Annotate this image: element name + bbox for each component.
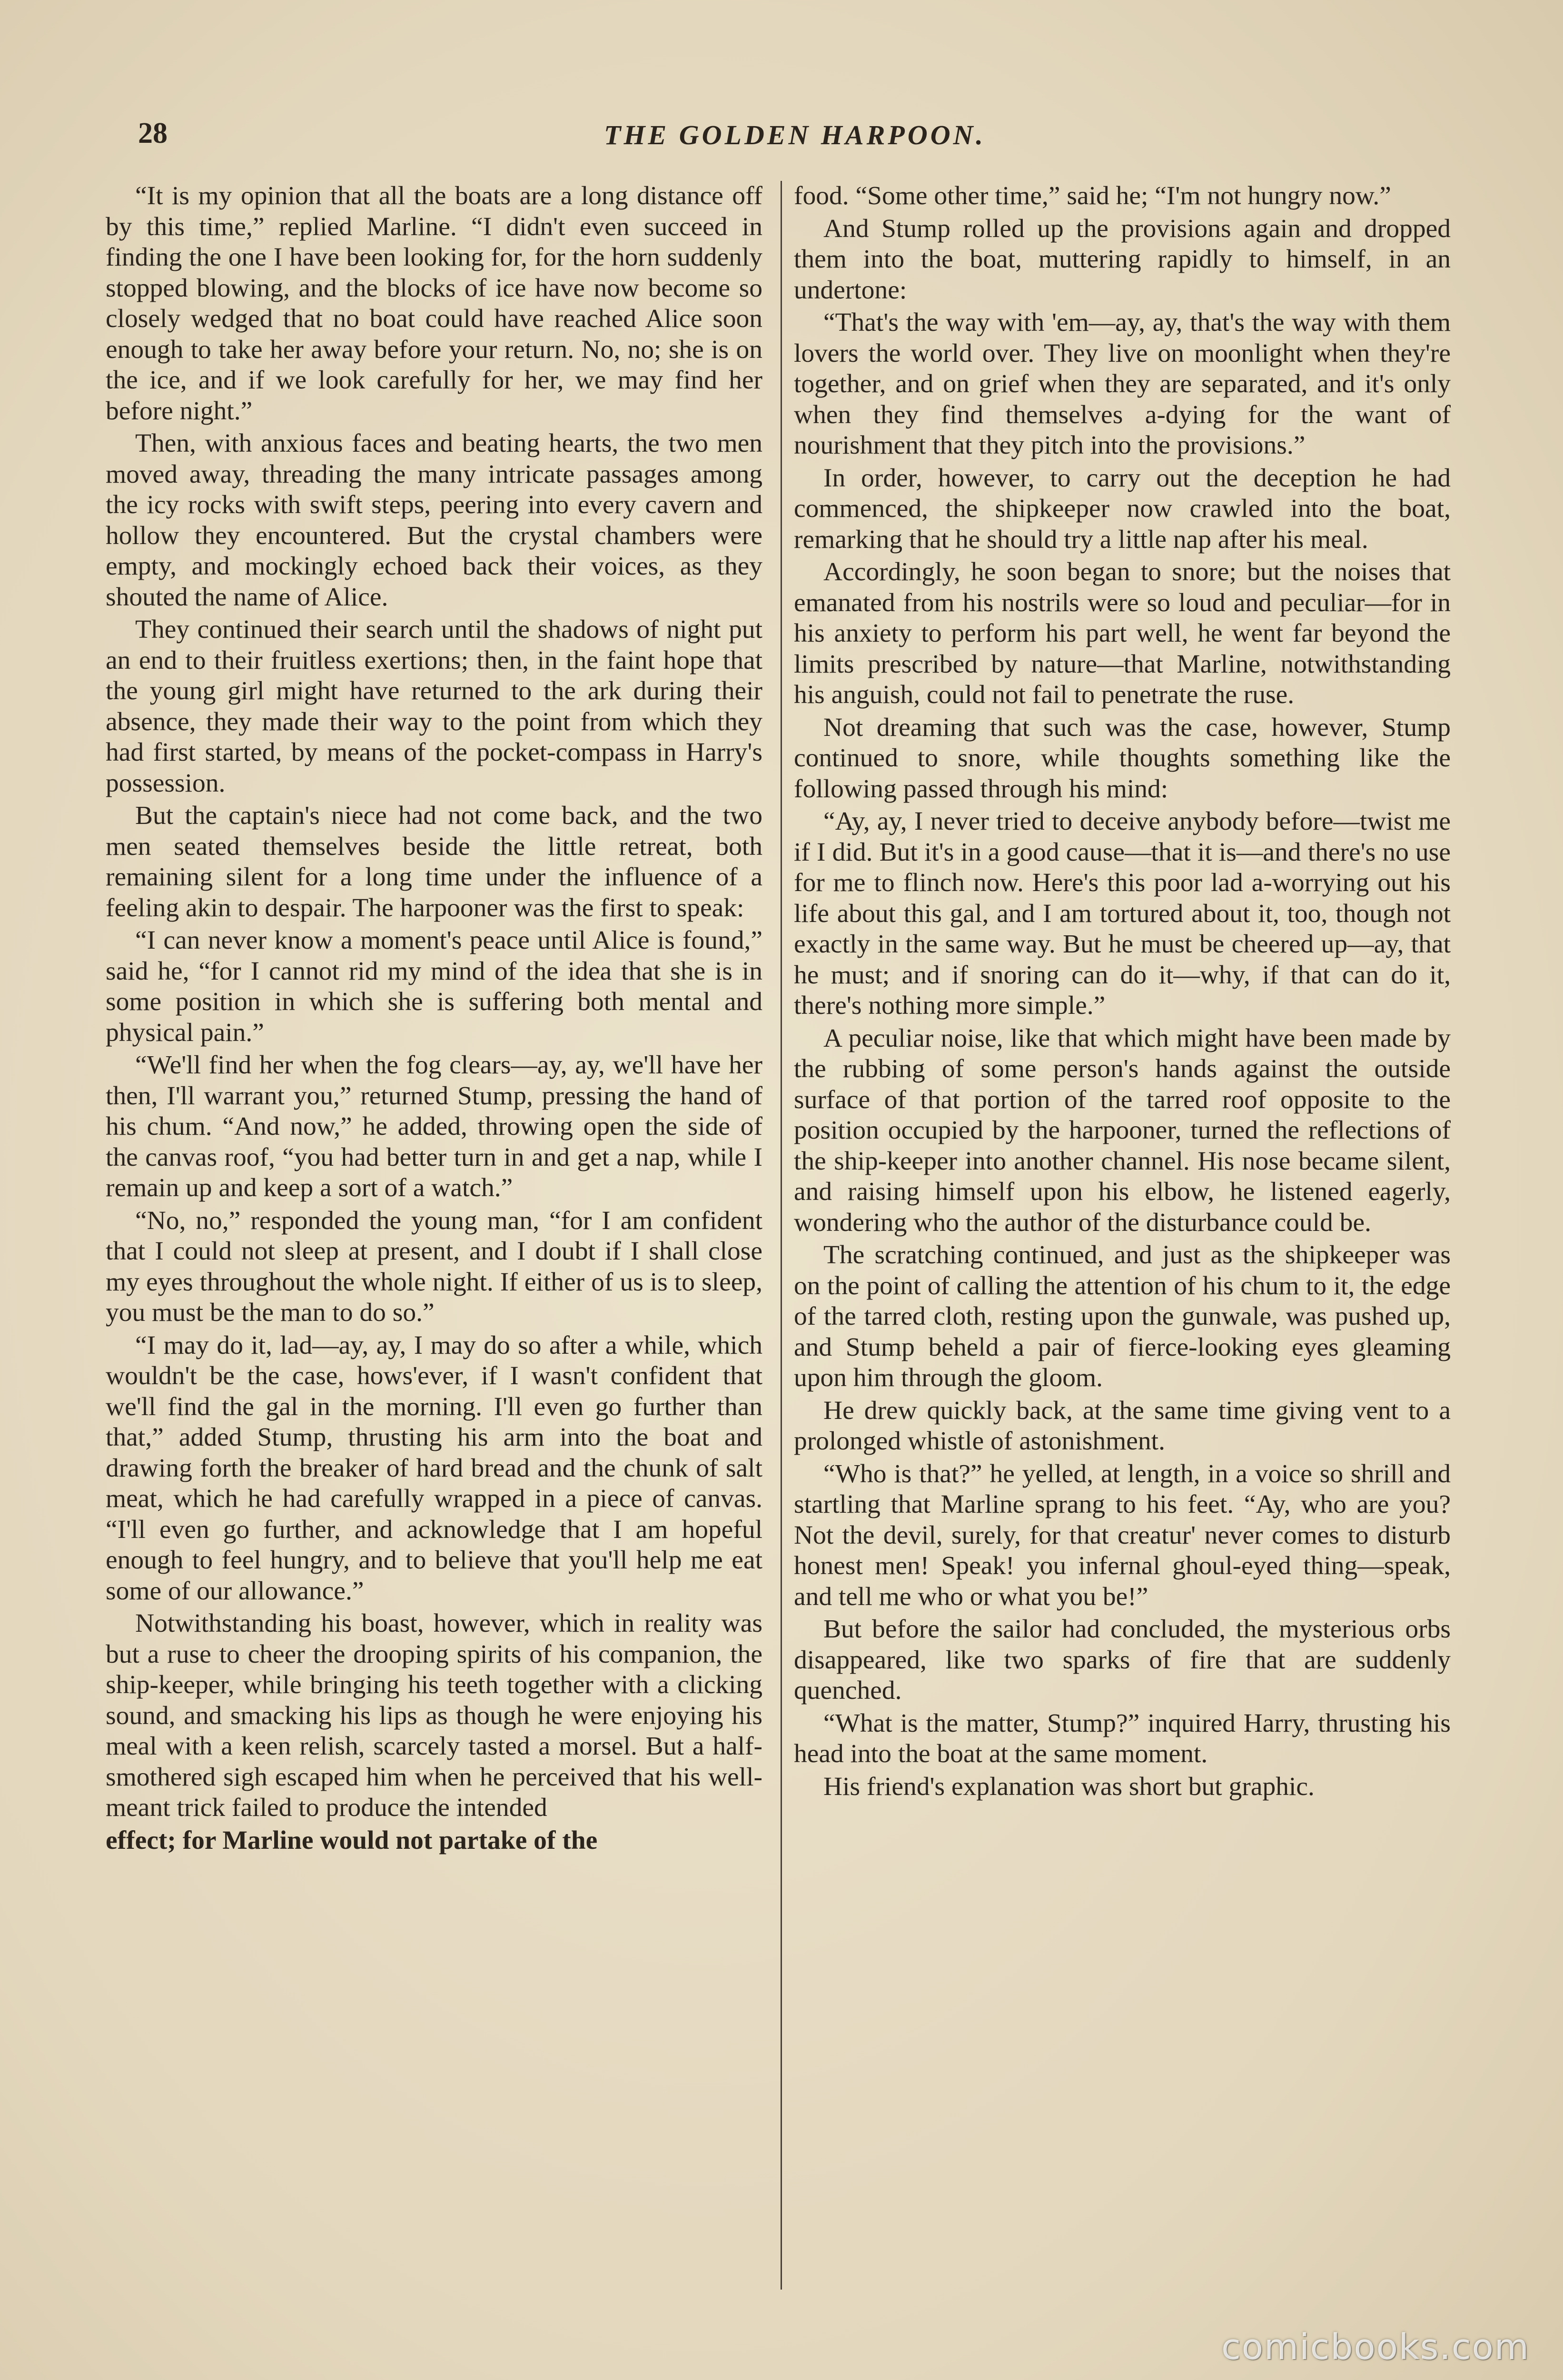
paragraph: In order, however, to carry out the deception he had commenced, the shipkeeper now crawled into the boat, remarking that he should try a little nap after his meal.	[794, 463, 1451, 554]
paragraph: Not dreaming that such was the case, however, Stump continued to snore, while thoughts something like the following passed through his mind:	[794, 713, 1451, 803]
page-number: 28	[138, 117, 168, 149]
paragraph: The scratching continued, and just as the shipkeeper was on the point of calling the attention of his chum to it, the edge of the tarred cloth, resting upon the gunwale, was pushed up, and Stump beheld a pair of fierce-looking eyes gleaming upon him through the gloom.	[794, 1240, 1451, 1392]
paragraph: “That's the way with 'em—ay, ay, that's the way with them lovers the world over. They live on moonlight when they're together, and on grief when they are separated, and it's only when they find themselves a-dying for the want of nourishment that they pitch into the provisions.”	[794, 308, 1451, 460]
paragraph: Notwithstanding his boast, however, which in reality was but a ruse to cheer the drooping spirits of his companion, the ship-keeper, while bringing his teeth together with a clicking sound, and smacking his lips as though he were enjoying his meal with a keen relish, scarcely tasted a morsel. But a half-smothered sigh escaped him when he perceived that his well-meant trick failed to produce the intended	[106, 1609, 762, 1822]
paragraph: Then, with anxious faces and beating hearts, the two men moved away, threading the many intricate passages among the icy rocks with swift steps, peering into every cavern and hollow they encountered. But the crystal chambers were empty, and mockingly echoed back their voices, as they shouted the name of Alice.	[106, 429, 762, 612]
paragraph: But before the sailor had concluded, the mysterious orbs disappeared, like two sparks of fire that are suddenly quenched.	[794, 1615, 1451, 1705]
paragraph: “We'll find her when the fog clears—ay, ay, we'll have her then, I'll warrant you,” returned Stump, pressing the hand of his chum. “And now,” he added, throwing open the side of the canvas roof, “you had better turn in and get a nap, while I remain up and keep a sort of a watch.”	[106, 1051, 762, 1202]
column-divider	[781, 181, 782, 2290]
paragraph: And Stump rolled up the provisions again and dropped them into the boat, muttering rapidly to himself, in an undertone:	[794, 214, 1451, 305]
paragraph: Accordingly, he soon began to snore; but the noises that emanated from his nostrils were so loud and peculiar—for in his anxiety to perform his part well, he went far beyond the limits prescribed by nature—that Marline, notwithstanding his anguish, could not fail to penetrate the ruse.	[794, 557, 1451, 709]
page-header	[138, 112, 1452, 164]
paragraph: A peculiar noise, like that which might have been made by the rubbing of some person's hands against the outside surface of that portion of the tarred roof opposite to the position occupied by the harpooner, turned the reflections of the ship-keeper into another channel. His nose became silent, and raising himself upon his elbow, he listened eagerly, wondering who the author of the disturbance could be.	[794, 1023, 1451, 1237]
paragraph: His friend's explanation was short but graphic.	[823, 1772, 1315, 1801]
paragraph: “What is the matter, Stump?” inquired Harry, thrusting his head into the boat at the same moment.	[794, 1708, 1451, 1768]
paragraph: He drew quickly back, at the same time giving vent to a prolonged whistle of astonishment.	[794, 1396, 1451, 1456]
paragraph: “I can never know a moment's peace until Alice is found,” said he, “for I cannot rid my mind of the idea that she is in some position in which she is suffering both mental and physical pain.”	[106, 926, 762, 1047]
paragraph: But the captain's niece had not come back, and the two men seated themselves beside the little retreat, both remaining silent for a long time under the influence of a feeling akin to despair. The harpooner was the first to speak:	[106, 801, 762, 922]
left-column	[106, 181, 762, 2299]
paragraph: “Ay, ay, I never tried to deceive anybody before—twist me if I did. But it's in a good cause—that it is—and there's no use for me to flinch now. Here's this poor lad a-worrying out his life about this gal, and I am tortured about it, too, though not exactly in the same way. But he must be cheered up—ay, that he must; and if snoring can do it—why, if that can do it, there's nothing more simple.”	[794, 807, 1451, 1020]
paragraph-continuation: effect; for Marline would not partake of the	[106, 1825, 598, 1855]
paragraph-continued: food. “Some other time,” said he; “I'm not hungry now.”	[794, 181, 1391, 210]
running-title: THE GOLDEN HARPOON.	[604, 119, 986, 150]
paragraph: “I may do it, lad—ay, ay, I may do so after a while, which wouldn't be the case, hows'ever, if I wasn't confident that we'll find the gal in the morning. I'll even go further than that,” added Stump, thrusting his arm into the boat and drawing forth the breaker of hard bread and the chunk of salt meat, which he had carefully wrapped in a piece of canvas. “I'll even go further, and acknowledge that I am hopeful enough to feel hungry, and to believe that you'll help me eat some of our allowance.”	[106, 1330, 762, 1606]
paragraph: “It is my opinion that all the boats are a long distance off by this time,” replied Marline. “I didn't even succeed in finding the one I have been looking for, for the horn suddenly stopped blowing, and the blocks of ice have now become so closely wedged that no boat could have reached Alice soon enough to take her away before your return. No, no; she is on the ice, and if we look carefully for her, we may find her before night.”	[106, 181, 762, 426]
paragraph: “Who is that?” he yelled, at length, in a voice so shrill and startling that Marline sprang to his feet. “Ay, who are you? Not the devil, surely, for that creatur' never comes to disturb honest men! Speak! you infernal ghoul-eyed thing—speak, and tell me who or what you be!”	[794, 1459, 1451, 1611]
paragraph: They continued their search until the shadows of night put an end to their fruitless exertions; then, in the faint hope that the young girl might have returned to the ark during their absence, they made their way to the point from which they had first started, by means of the pocket-compass in Harry's possession.	[106, 615, 762, 798]
watermark: comicbooks.com	[1221, 2327, 1530, 2368]
right-column	[794, 181, 1451, 2299]
paragraph: “No, no,” responded the young man, “for I am confident that I could not sleep at present, and I doubt if I shall close my eyes throughout the whole night. If either of us is to sleep, you must be the man to do so.”	[106, 1206, 762, 1327]
